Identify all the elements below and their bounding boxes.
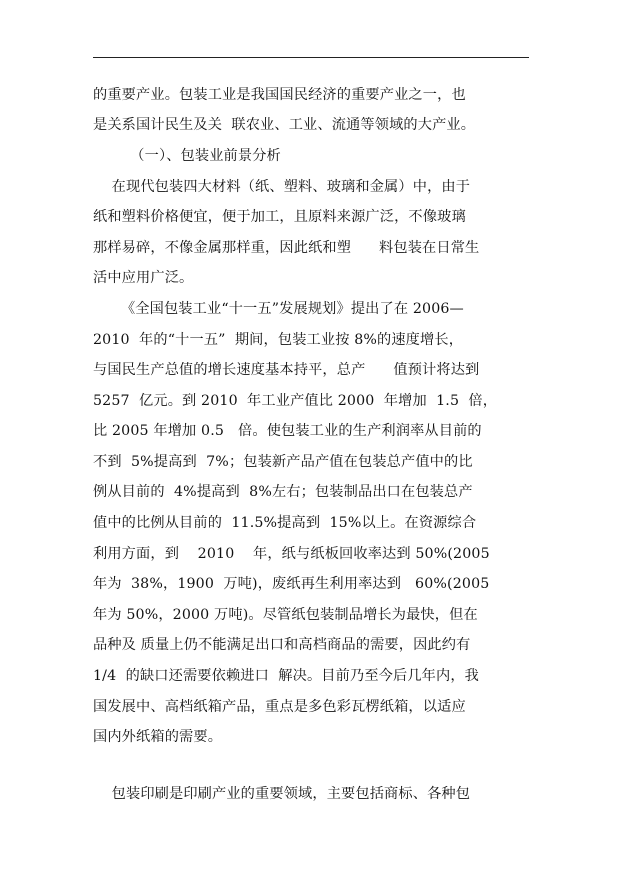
text-line: 1/4 的缺口还需要依赖进口 解决。目前乃至今后几年内，我 [93, 668, 480, 684]
text-line: 是关系国计民生及关 联农业、工业、流通等领域的大产业。 [93, 117, 476, 133]
text-line: 在现代包装四大材料（纸、塑料、玻璃和金属）中，由于 [93, 179, 471, 195]
text-line: 2010 年的“十一五” 期间，包装工业按 8%的速度增长， [93, 332, 464, 348]
text-line: 不到 5%提高到 7%；包装新产品产值在包装总产值中的比 [93, 454, 473, 470]
text-line: 品种及 质量上仍不能满足出口和高档商品的需要，因此约有 [93, 637, 471, 653]
text-line: 比 2005 年增加 0.5 倍。使包装工业的生产利润率从目前的 [93, 423, 482, 439]
text-line: 那样易碎，不像金属那样重，因此纸和塑 料包装在日常生 [93, 240, 480, 256]
header-rule [93, 57, 529, 58]
text-line: 活中应用广泛。 [93, 270, 194, 286]
text-line: 包装印刷是印刷产业的重要领域，主要包括商标、各种包 [93, 786, 471, 802]
text-line: 年为 38%，1900 万吨)，废纸再生利用率达到 60%(2005 [93, 576, 490, 592]
text-line: 5257 亿元。到 2010 年工业产值比 2000 年增加 1.5 倍， [93, 393, 498, 409]
text-line: 纸和塑料价格便宜，便于加工，且原料来源广泛，不像玻璃 [93, 209, 466, 225]
text-line: 与国民生产总值的增长速度基本持平，总产 值预计将达到 [93, 362, 480, 378]
text-line: 国内外纸箱的需要。 [93, 729, 223, 745]
text-line: 《全国包装工业“十一五”发展规划》提出了在 2006— [93, 301, 464, 317]
text-line: 国发展中、高档纸箱产品，重点是多色彩瓦楞纸箱，以适应 [93, 699, 466, 715]
text-line: 利用方面，到 2010 年，纸与纸板回收率达到 50%(2005 [93, 546, 490, 562]
text-line: 的重要产业。包装工业是我国国民经济的重要产业之一，也 [93, 87, 466, 103]
section-heading: （一）、包装业前景分析 [93, 148, 281, 164]
text-line: 年为 50%，2000 万吨)。尽管纸包装制品增长为最快，但在 [93, 607, 478, 623]
text-line: 例从目前的 4%提高到 8%左右；包装制品出口在包装总产 [93, 484, 473, 500]
text-line: 值中的比例从目前的 11.5%提高到 15%以上。在资源综合 [93, 515, 477, 531]
